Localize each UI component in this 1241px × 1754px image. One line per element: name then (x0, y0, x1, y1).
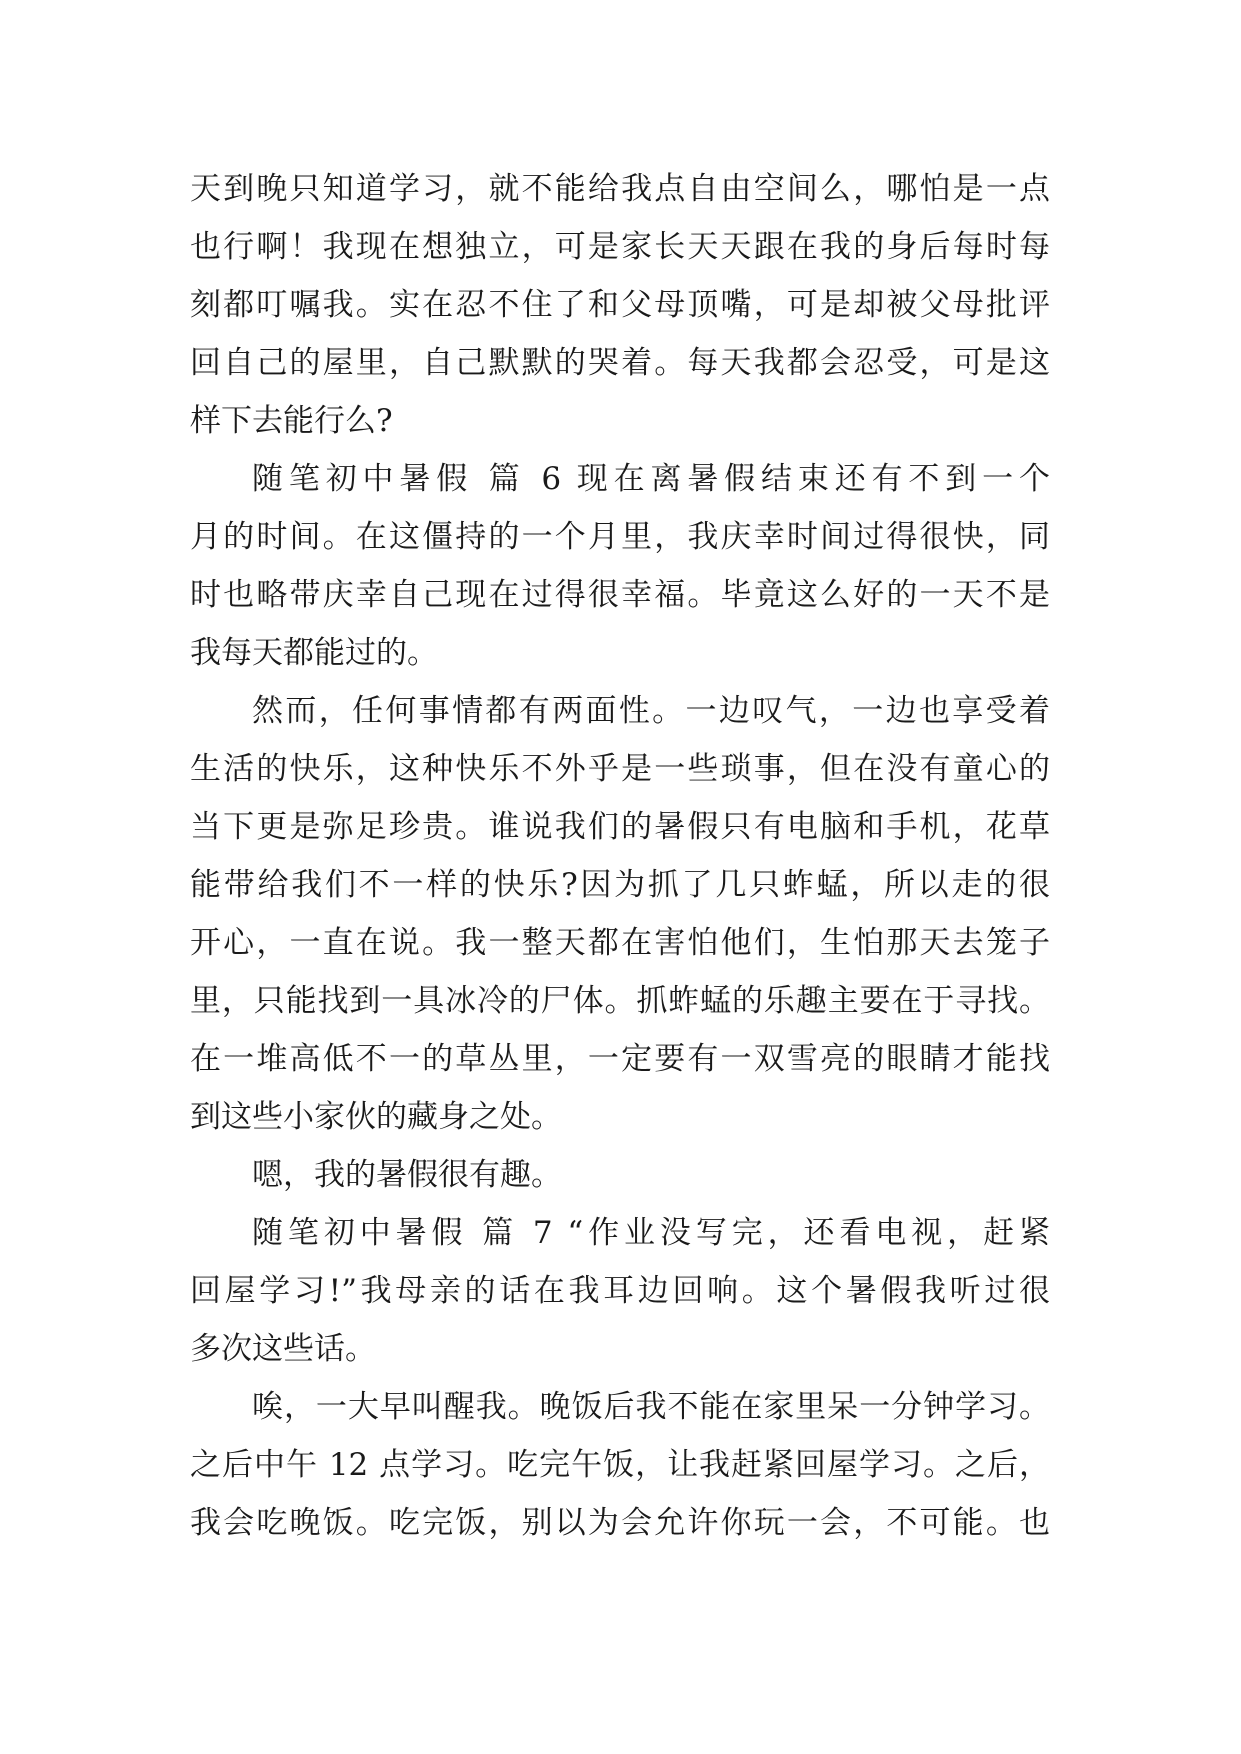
text-line: 当下更是弥足珍贵。谁说我们的暑假只有电脑和手机，花草 (190, 809, 1050, 845)
text-line: 月的时间。在这僵持的一个月里，我庆幸时间过得很快，同 (190, 519, 1050, 555)
text-line: 能带给我们不一样的快乐?因为抓了几只蚱蜢，所以走的很 (190, 867, 1050, 903)
text-line: 刻都叮嘱我。实在忍不住了和父母顶嘴，可是却被父母批评 (190, 287, 1050, 323)
text-line: 回自己的屋里，自己默默的哭着。每天我都会忍受，可是这 (190, 345, 1050, 381)
text-line: 时也略带庆幸自己现在过得很幸福。毕竟这么好的一天不是 (190, 577, 1050, 613)
text-line: 开心，一直在说。我一整天都在害怕他们，生怕那天去笼子 (190, 925, 1050, 961)
text-line: 之后中午 12 点学习。吃完午饭，让我赶紧回屋学习。之后， (190, 1447, 1050, 1483)
text-line: 天到晚只知道学习，就不能给我点自由空间么，哪怕是一点 (190, 171, 1050, 207)
text-line: 唉，一大早叫醒我。晚饭后我不能在家里呆一分钟学习。 (252, 1389, 1050, 1425)
text-line: 我每天都能过的。 (190, 635, 438, 671)
text-line: 我会吃晚饭。吃完饭，别以为会允许你玩一会，不可能。也 (190, 1505, 1050, 1541)
body-text (190, 160, 1050, 1552)
text-line: 样下去能行么? (190, 403, 393, 439)
text-line: 多次这些话。 (190, 1331, 376, 1367)
text-line: 生活的快乐，这种快乐不外乎是一些琐事，但在没有童心的 (190, 751, 1050, 787)
text-line: 随笔初中暑假 篇 6 现在离暑假结束还有不到一个 (252, 461, 1050, 497)
text-line: 嗯，我的暑假很有趣。 (252, 1157, 562, 1193)
text-line: 随笔初中暑假 篇 7 “作业没写完，还看电视，赶紧 (252, 1215, 1050, 1251)
text-line: 也行啊！我现在想独立，可是家长天天跟在我的身后每时每 (190, 229, 1050, 265)
text-line: 到这些小家伙的藏身之处。 (190, 1099, 562, 1135)
text-line: 回屋学习!”我母亲的话在我耳边回响。这个暑假我听过很 (190, 1273, 1050, 1309)
text-line: 然而，任何事情都有两面性。一边叹气，一边也享受着 (252, 693, 1050, 729)
text-line: 在一堆高低不一的草丛里，一定要有一双雪亮的眼睛才能找 (190, 1041, 1050, 1077)
text-line: 里，只能找到一具冰冷的尸体。抓蚱蜢的乐趣主要在于寻找。 (190, 983, 1050, 1019)
